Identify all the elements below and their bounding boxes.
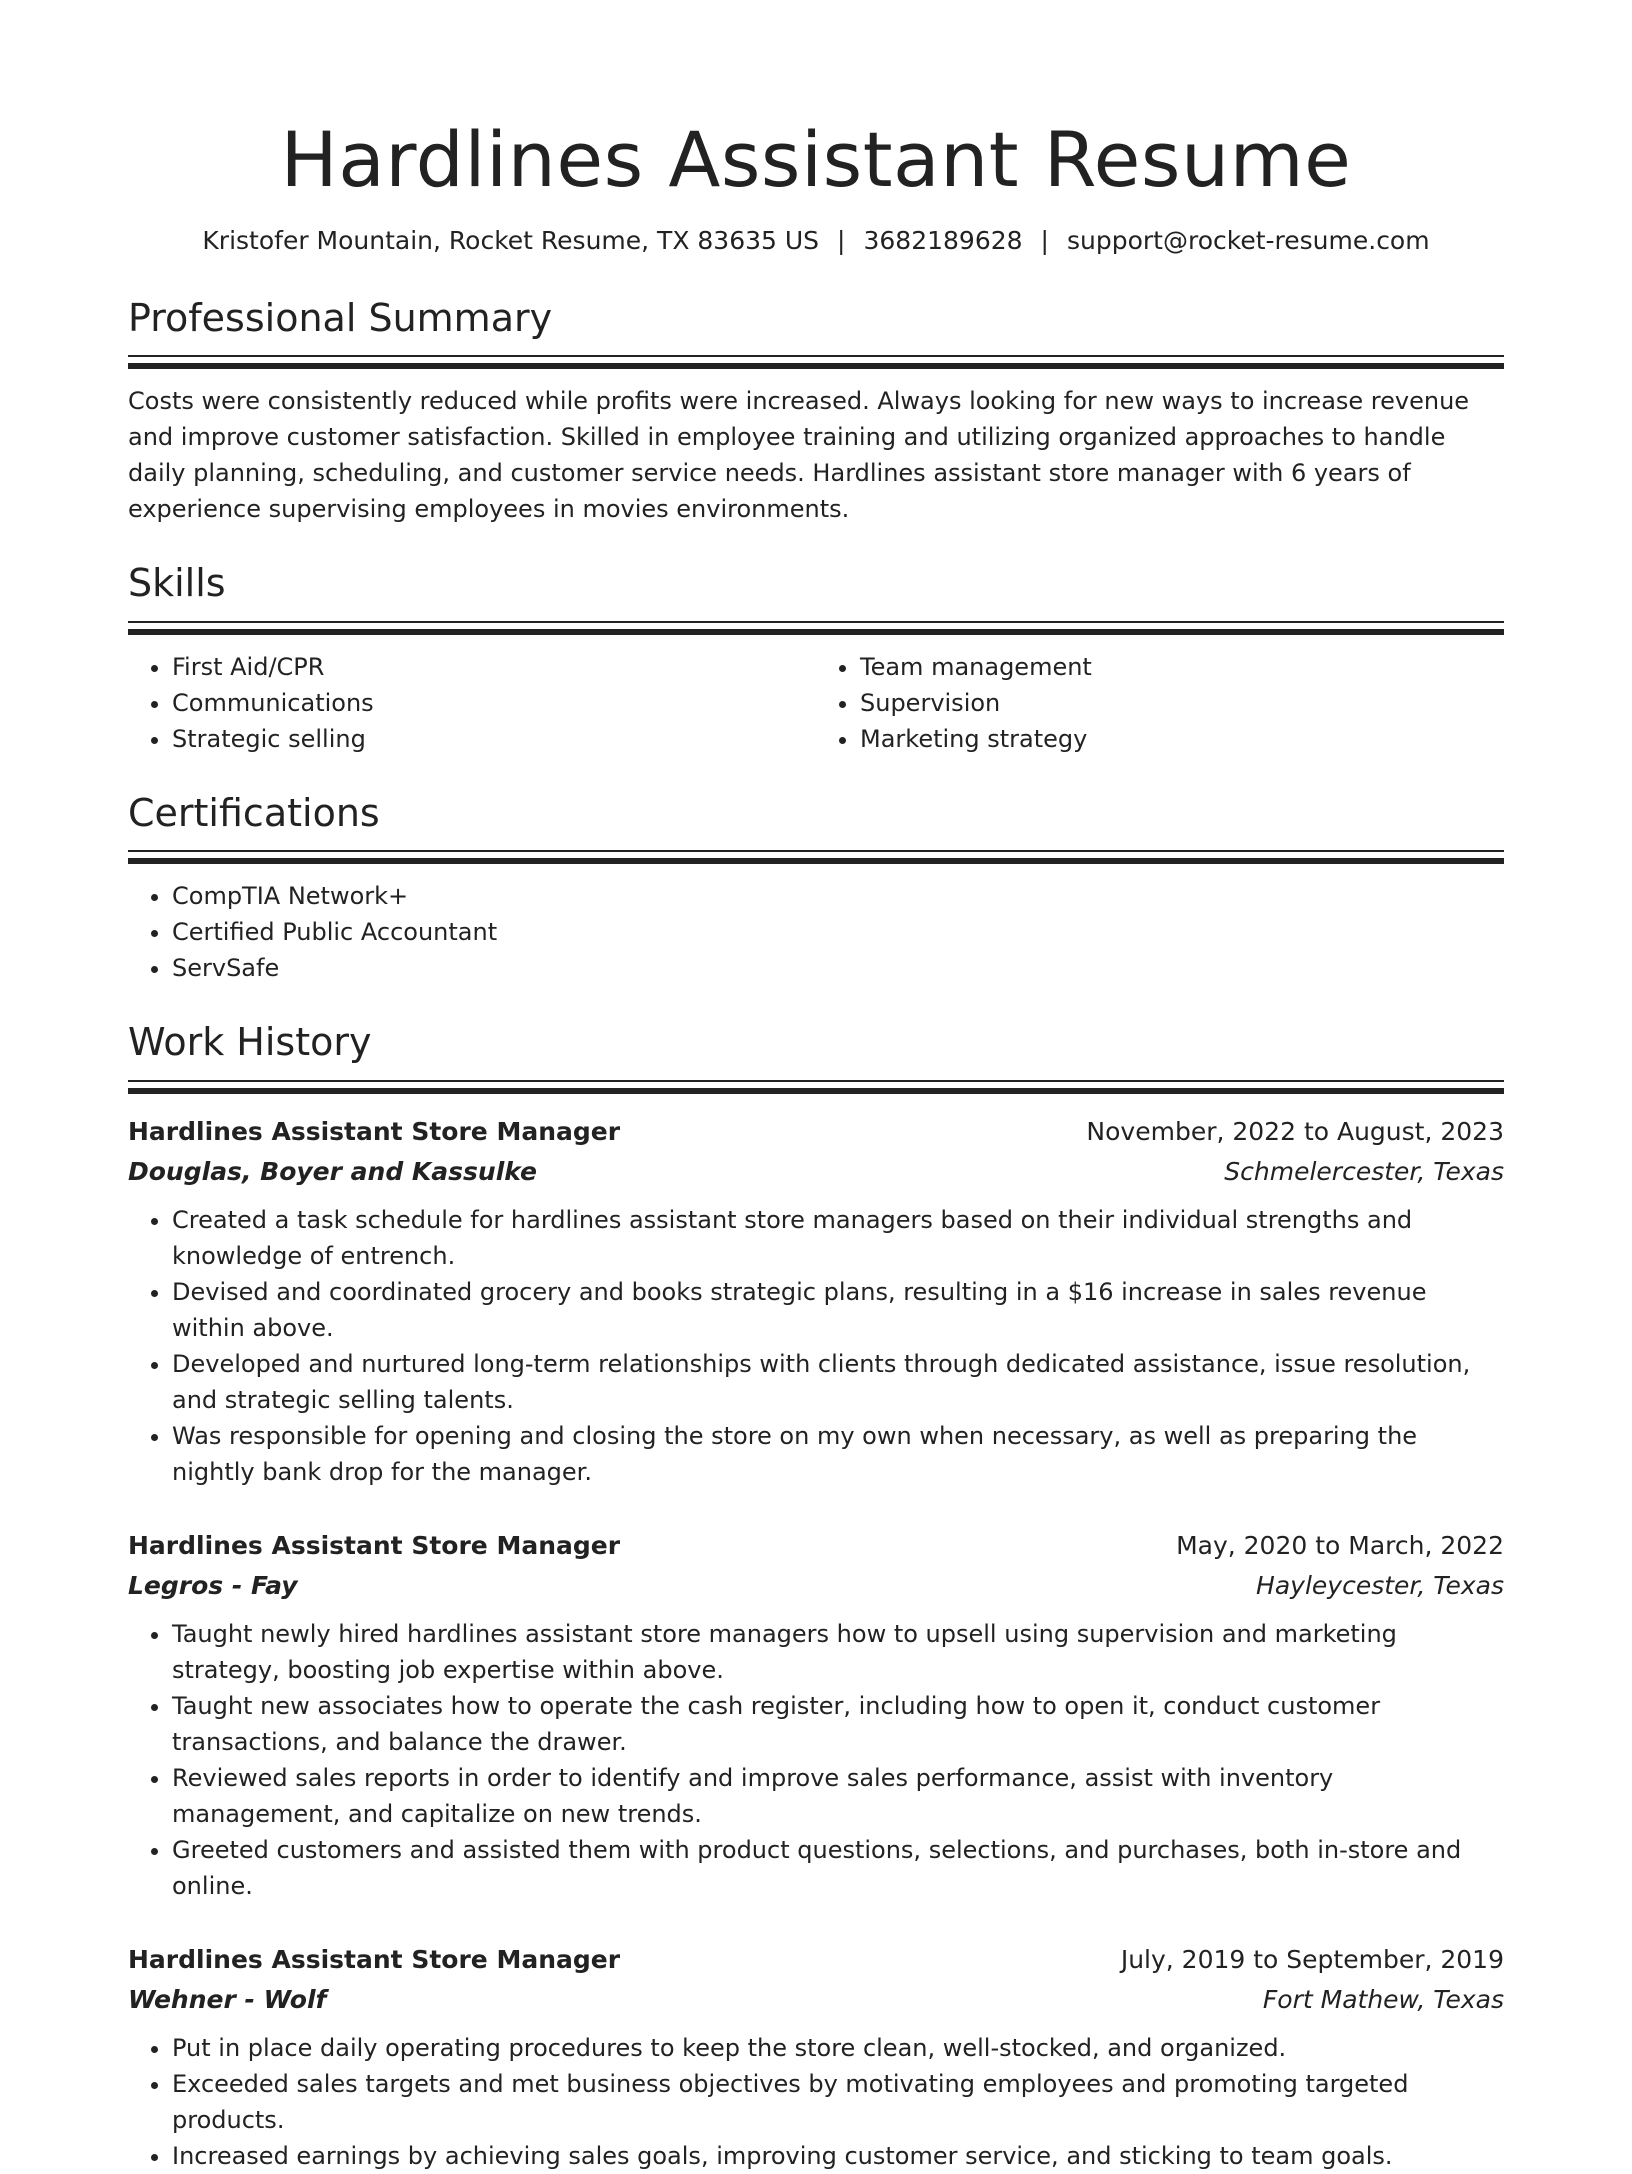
job-company: Legros - Fay: [128, 1570, 298, 1600]
job-bullets: [128, 1616, 1504, 1904]
job-entry: [128, 1112, 1504, 1490]
job-location: Schmelercester, Texas: [1224, 1156, 1504, 1186]
job-bullet: • Reviewed sales reports in order to identify and improve sales performance, assist with inventory management, and capitalize on new trends.: [172, 1760, 1504, 1832]
section-divider: [128, 621, 1504, 635]
certifications-heading: Certifications: [128, 790, 380, 835]
certifications-section: [128, 791, 1504, 987]
contact-line: [128, 226, 1504, 256]
skill-item: • First Aid/CPR: [172, 649, 816, 685]
skills-heading: Skills: [128, 561, 226, 606]
skill-item: • Team management: [860, 649, 1504, 685]
summary-heading: Professional Summary: [128, 295, 553, 340]
skill-item: • Supervision: [860, 685, 1504, 721]
job-bullet: • Devised and coordinated grocery and books strategic plans, resulting in a $16 increase in sales revenue within above.: [172, 1274, 1504, 1346]
job-bullets: [128, 2030, 1504, 2174]
section-divider: [128, 355, 1504, 369]
contact-address: Kristofer Mountain, Rocket Resume, TX 83635 US: [202, 225, 820, 255]
job-bullet: • Taught newly hired hardlines assistant store managers how to upsell using supervision and marketing strategy, boosting job expertise within above.: [172, 1616, 1504, 1688]
job-dates: May, 2020 to March, 2022: [1176, 1530, 1504, 1560]
summary-section: [128, 296, 1504, 528]
job-header-row: [128, 1526, 1504, 1566]
job-bullet: • Created a task schedule for hardlines assistant store managers based on their individual strengths and knowledge of entrench.: [172, 1202, 1504, 1274]
job-bullet: • Increased earnings by achieving sales goals, improving customer service, and sticking to team goals.: [172, 2138, 1504, 2174]
work-history-section: [128, 1020, 1504, 2174]
job-company-row: [128, 1980, 1504, 2020]
job-bullet: • Put in place daily operating procedures to keep the store clean, well-stocked, and organized.: [172, 2030, 1504, 2066]
certification-item: • CompTIA Network+: [172, 878, 1504, 914]
job-dates: November, 2022 to August, 2023: [1086, 1116, 1504, 1146]
job-company: Wehner - Wolf: [128, 1984, 327, 2014]
job-header-row: [128, 1940, 1504, 1980]
skills-grid: [128, 649, 1504, 757]
job-company-row: [128, 1566, 1504, 1606]
skill-item: • Marketing strategy: [860, 721, 1504, 757]
job-bullets: [128, 1202, 1504, 1490]
work-history-heading: Work History: [128, 1020, 372, 1065]
job-location: Hayleycester, Texas: [1256, 1570, 1504, 1600]
skills-section: [128, 561, 1504, 757]
job-bullet: • Taught new associates how to operate the cash register, including how to open it, conduct customer transactions, and balance the drawer.: [172, 1688, 1504, 1760]
job-bullet: • Developed and nurtured long-term relationships with clients through dedicated assistance, issue resolution, and strategic selling talents.: [172, 1346, 1504, 1418]
job-title: Hardlines Assistant Store Manager: [128, 1530, 621, 1560]
skills-list-left: [128, 649, 816, 757]
contact-separator: |: [1040, 225, 1049, 255]
job-entry: [128, 1940, 1504, 2174]
job-location: Fort Mathew, Texas: [1262, 1984, 1504, 2014]
job-bullet: • Exceeded sales targets and met business objectives by motivating employees and promoting targeted products.: [172, 2066, 1504, 2138]
certification-item: • ServSafe: [172, 950, 1504, 986]
certification-item: • Certified Public Accountant: [172, 914, 1504, 950]
job-dates: July, 2019 to September, 2019: [1120, 1944, 1504, 1974]
job-company-row: [128, 1152, 1504, 1192]
section-divider: [128, 1080, 1504, 1094]
job-bullet: • Greeted customers and assisted them with product questions, selections, and purchases, both in-store and online.: [172, 1832, 1504, 1904]
job-title: Hardlines Assistant Store Manager: [128, 1944, 621, 1974]
job-company: Douglas, Boyer and Kassulke: [128, 1156, 537, 1186]
section-divider: [128, 850, 1504, 864]
skill-item: • Strategic selling: [172, 721, 816, 757]
job-entry: [128, 1526, 1504, 1904]
contact-phone: 3682189628: [863, 225, 1023, 255]
resume-title: Hardlines Assistant Resume: [280, 115, 1352, 204]
certifications-list: [128, 878, 1504, 986]
job-header-row: [128, 1112, 1504, 1152]
contact-email: support@rocket-resume.com: [1066, 225, 1430, 255]
job-title: Hardlines Assistant Store Manager: [128, 1116, 621, 1146]
job-bullet: • Was responsible for opening and closing the store on my own when necessary, as well as preparing the nightly bank drop for the manager.: [172, 1418, 1504, 1490]
summary-text: Costs were consistently reduced while profits were increased. Always looking for new ways to increase revenue and improve customer satisfaction. Skilled in employee training and utilizing organized approaches to handle daily planning, scheduling, and customer service needs. Hardlines assistant store manager with 6 years of experience supervising employees in movies environments.: [128, 387, 1470, 524]
contact-separator: |: [837, 225, 846, 255]
skills-list-right: [816, 649, 1504, 757]
skill-item: • Communications: [172, 685, 816, 721]
